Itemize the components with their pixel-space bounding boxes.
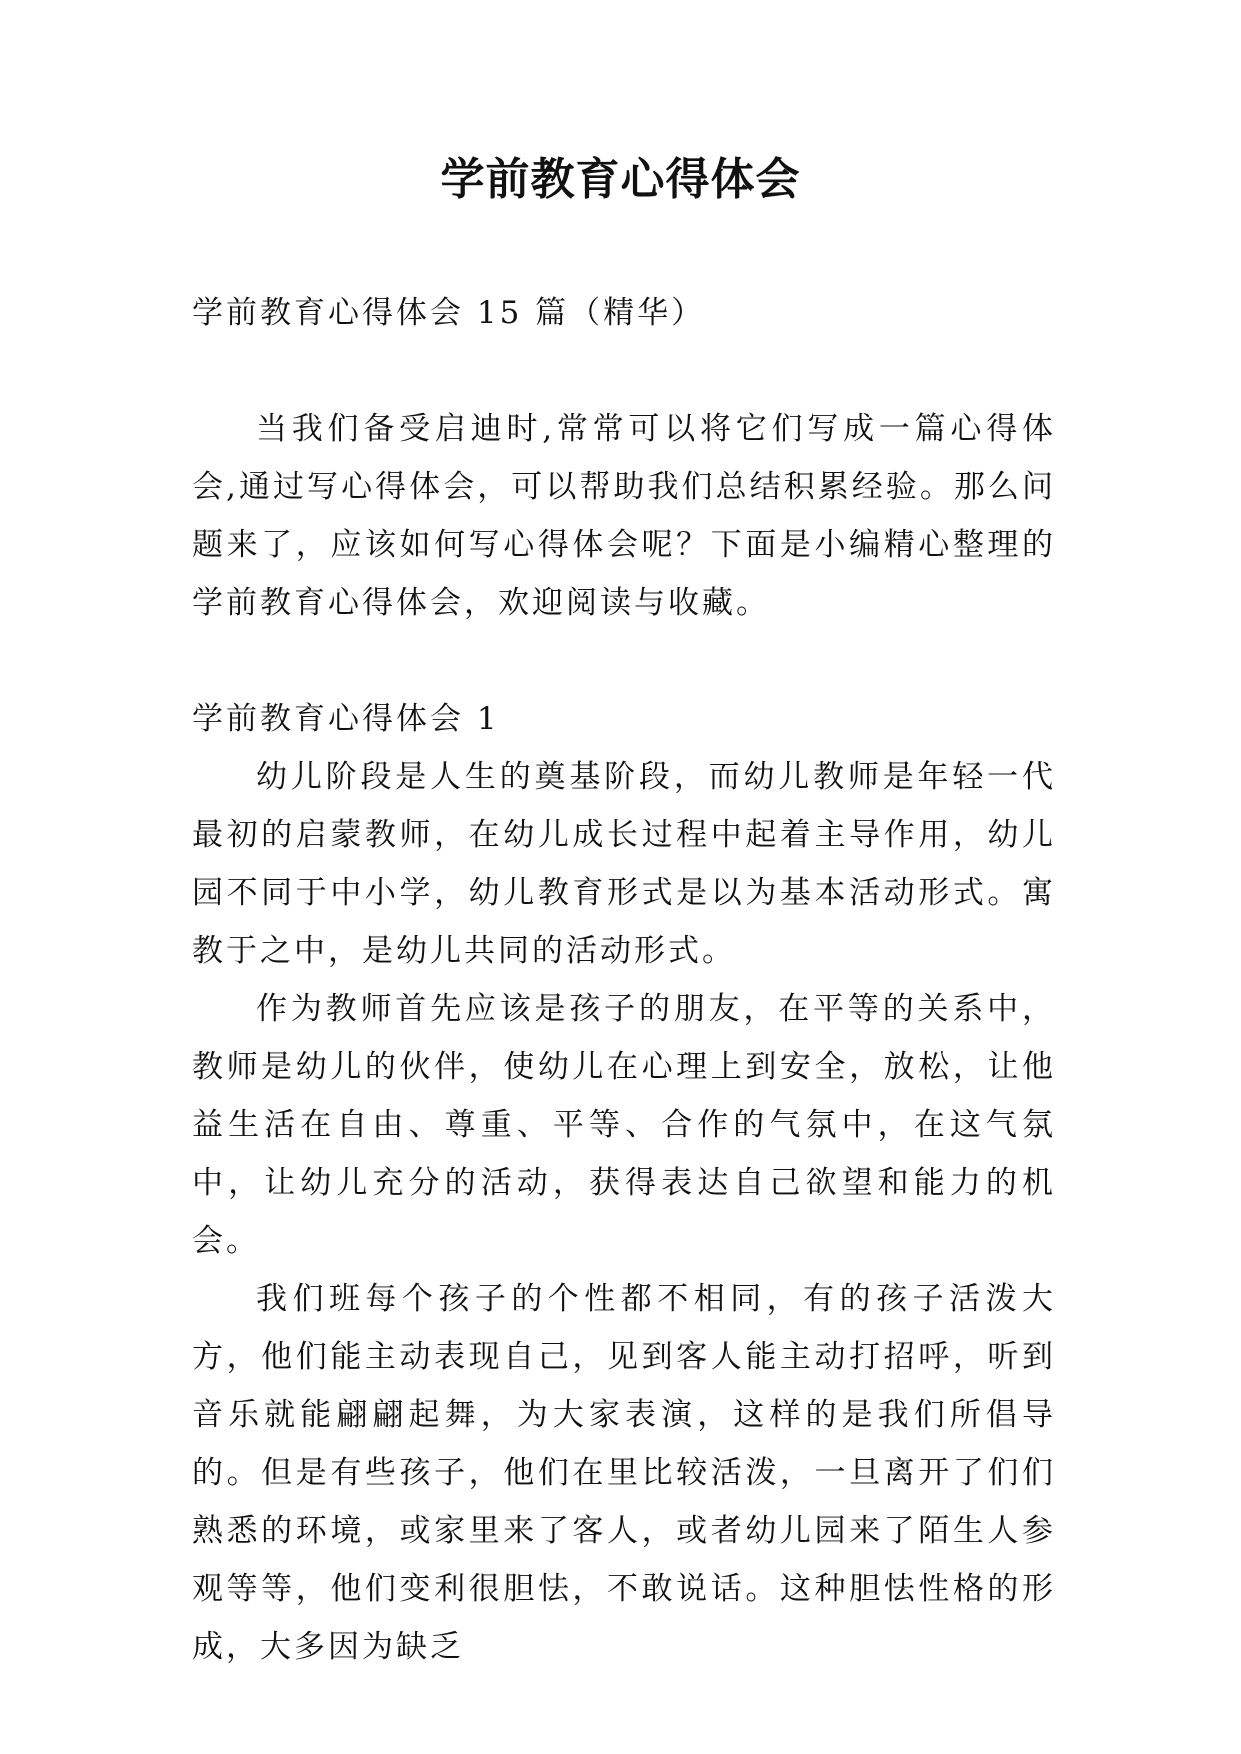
section-heading: 学前教育心得体会 1 [192, 701, 500, 737]
document-title: 学前教育心得体会 [440, 154, 801, 205]
document-body [192, 284, 1056, 1676]
body-paragraph: 我们班每个孩子的个性都不相同，有的孩子活泼大方，他们能主动表现自己，见到客人能主动打招呼，听到音乐就能翩翩起舞，为大家表演，这样的是我们所倡导的。但是有些孩子，他们在里比较活泼，一旦离开了们们熟悉的环境，或家里来了客人，或者幼儿园来了陌生人参观等等，他们变利很胆怯，不敢说话。这种胆怯性格的形成，大多因为缺乏 [192, 1281, 1056, 1665]
document-subtitle: 学前教育心得体会 15 篇（精华） [192, 295, 706, 331]
body-paragraph: 幼儿阶段是人生的奠基阶段，而幼儿教师是年轻一代最初的启蒙教师，在幼儿成长过程中起着主导作用，幼儿园不同于中小学，幼儿教育形式是以为基本活动形式。寓教于之中，是幼儿共同的活动形式。 [192, 759, 1056, 969]
body-paragraph: 作为教师首先应该是孩子的朋友，在平等的关系中，教师是幼儿的伙伴，使幼儿在心理上到安全，放松，让他益生活在自由、尊重、平等、合作的气氛中，在这气氛中，让幼儿充分的活动，获得表达自己欲望和能力的机会。 [192, 991, 1056, 1259]
intro-paragraph: 当我们备受启迪时,常常可以将它们写成一篇心得体会,通过写心得体会，可以帮助我们总结积累经验。那么问题来了，应该如何写心得体会呢？下面是小编精心整理的学前教育心得体会，欢迎阅读与收藏。 [192, 411, 1056, 621]
